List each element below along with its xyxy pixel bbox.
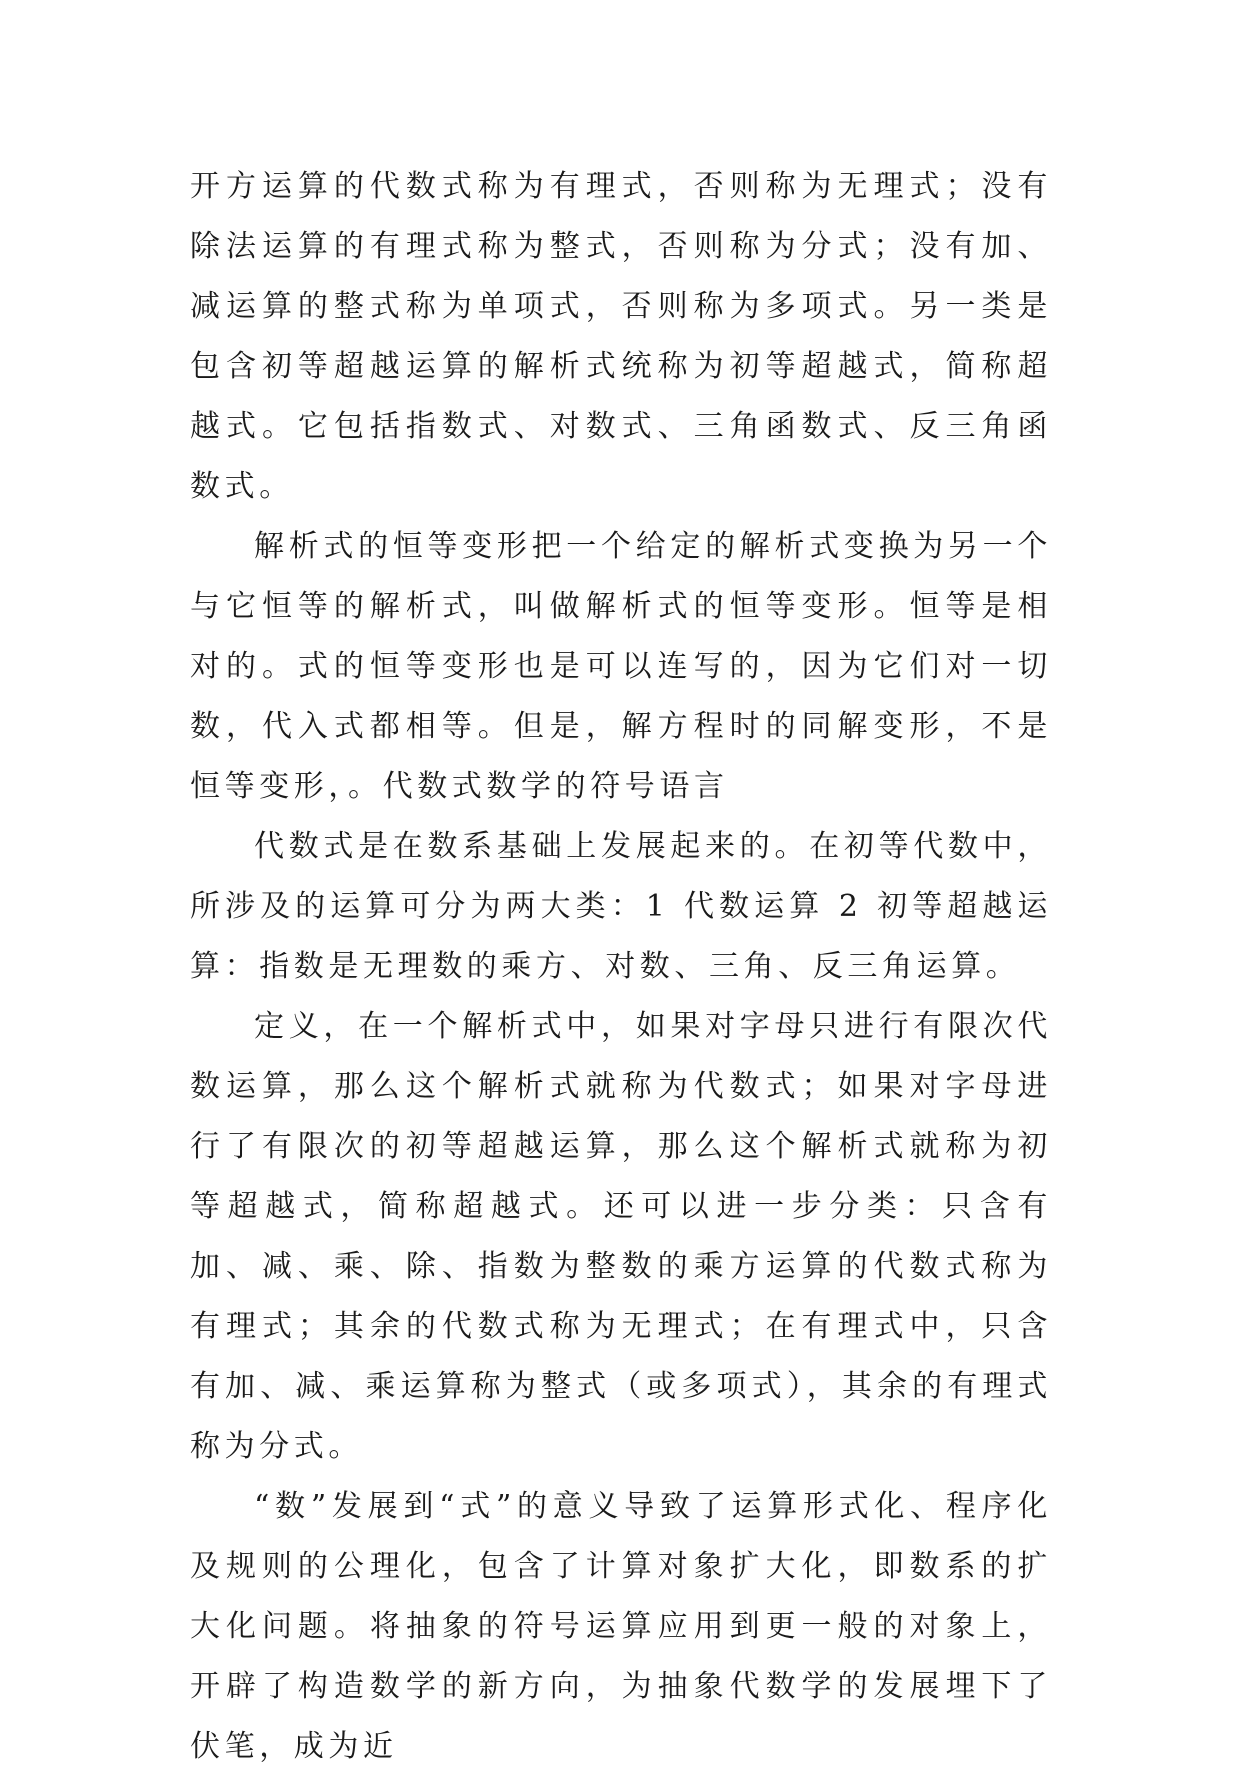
body-text xyxy=(190,157,1052,1777)
paragraph-2: 解析式的恒等变形把一个给定的解析式变换为另一个与它恒等的解析式，叫做解析式的恒等变形。恒等是相对的。式的恒等变形也是可以连写的，因为它们对一切数，代入式都相等。但是，解方程时的同解变形，不是恒等变形，。代数式数学的符号语言 xyxy=(190,529,1052,804)
paragraph-5: “数”发展到“式”的意义导致了运算形式化、程序化及规则的公理化，包含了计算对象扩大化，即数系的扩大化问题。将抽象的符号运算应用到更一般的对象上，开辟了构造数学的新方向，为抽象代数学的发展埋下了伏笔，成为近 xyxy=(190,1489,1052,1764)
paragraph-4: 定义，在一个解析式中，如果对字母只进行有限次代数运算，那么这个解析式就称为代数式；如果对字母进行了有限次的初等超越运算，那么这个解析式就称为初等超越式，简称超越式。还可以进一步分类：只含有加、减、乘、除、指数为整数的乘方运算的代数式称为有理式；其余的代数式称为无理式；在有理式中，只含有加、减、乘运算称为整式（或多项式），其余的有理式称为分式。 xyxy=(190,1009,1052,1464)
paragraph-3: 代数式是在数系基础上发展起来的。在初等代数中，所涉及的运算可分为两大类：1 代数运算 2 初等超越运算：指数是无理数的乘方、对数、三角、反三角运算。 xyxy=(190,829,1052,984)
paragraph-1: 开方运算的代数式称为有理式，否则称为无理式；没有除法运算的有理式称为整式，否则称为分式；没有加、减运算的整式称为单项式，否则称为多项式。另一类是包含初等超越运算的解析式统称为初等超越式，简称超越式。它包括指数式、对数式、三角函数式、反三角函数式。 xyxy=(190,169,1052,504)
